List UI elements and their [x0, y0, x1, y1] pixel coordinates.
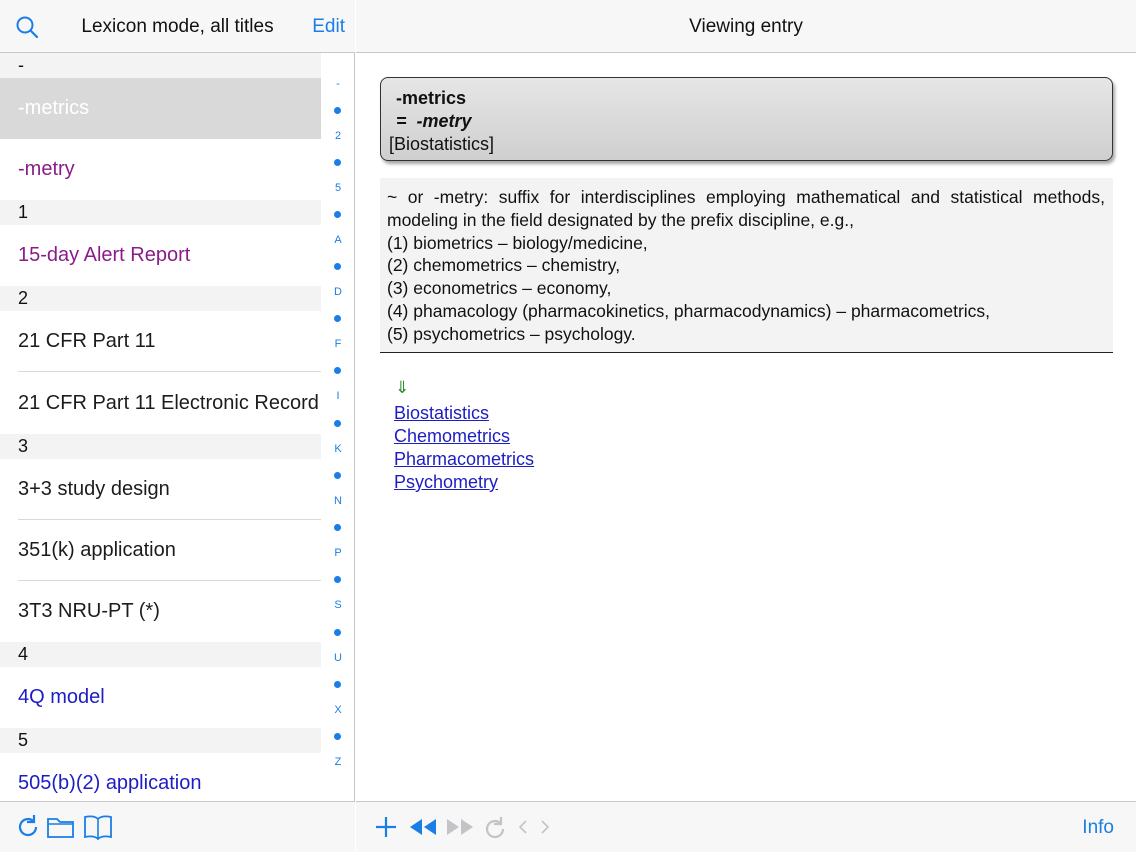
index-letter[interactable]: -	[336, 78, 340, 90]
index-dot[interactable]	[334, 576, 341, 583]
list-item[interactable]: 21 CFR Part 11 Electronic Record	[18, 391, 319, 414]
folder-icon[interactable]	[46, 814, 76, 845]
index-letter[interactable]: S	[334, 599, 342, 611]
index-dot[interactable]	[334, 472, 341, 479]
related-link[interactable]: Chemometrics	[394, 426, 511, 446]
search-icon[interactable]	[12, 12, 42, 42]
index-dot[interactable]	[334, 107, 341, 114]
index-letter[interactable]: X	[334, 704, 342, 716]
index-dot[interactable]	[334, 367, 341, 374]
list-item[interactable]: 3T3 NRU-PT (*)	[18, 600, 160, 622]
example-line: (3) econometrics – economy,	[387, 278, 612, 299]
index-letter[interactable]: A	[334, 234, 342, 246]
entry-list[interactable]	[0, 53, 321, 801]
index-dot[interactable]	[334, 629, 341, 636]
entry-header-card	[380, 77, 1113, 161]
right-toolbar	[356, 801, 1136, 852]
related-link[interactable]: Pharmacometrics	[394, 449, 535, 469]
down-arrow-icon: ⇓	[395, 378, 410, 397]
info-button[interactable]: Info	[1082, 817, 1114, 838]
fast-forward-icon[interactable]	[445, 817, 475, 842]
entry-synonym: = -metry	[396, 111, 472, 131]
index-letter[interactable]: 5	[334, 182, 342, 194]
index-dot[interactable]	[334, 211, 341, 218]
example-line: (2) chemometrics – chemistry,	[387, 255, 621, 276]
example-line: (1) biometrics – biology/medicine,	[387, 232, 648, 253]
forward-chevron-icon[interactable]	[538, 818, 552, 841]
index-dot[interactable]	[334, 524, 341, 531]
book-icon[interactable]	[82, 813, 114, 846]
add-icon[interactable]	[374, 815, 398, 844]
definition-block	[380, 178, 1113, 353]
list-item[interactable]: 15-day Alert Report	[18, 244, 191, 266]
list-item[interactable]: 21 CFR Part 11	[0, 311, 321, 372]
index-letter[interactable]: U	[334, 652, 342, 664]
section-header: 5	[0, 728, 321, 753]
section-header: 2	[0, 286, 321, 311]
refresh-icon[interactable]	[14, 813, 42, 846]
example-line: (4) phamacology (pharmacokinetics, pharmacodynamics) – pharmacometrics,	[387, 300, 991, 321]
related-link[interactable]: Biostatistics	[394, 403, 490, 423]
entry-category: [Biostatistics]	[389, 134, 495, 154]
index-dot[interactable]	[334, 420, 341, 427]
left-pane-title: Lexicon mode, all titles	[81, 16, 274, 37]
edit-button[interactable]: Edit	[312, 16, 345, 37]
section-header: 4	[0, 642, 321, 667]
list-item[interactable]: -metrics	[0, 78, 321, 139]
related-links	[394, 402, 534, 494]
left-navbar	[0, 0, 355, 53]
index-letter[interactable]: F	[334, 338, 342, 350]
lexicon-list-pane	[0, 0, 355, 852]
section-header: -	[0, 53, 321, 78]
index-dot[interactable]	[334, 263, 341, 270]
entry-detail-pane	[356, 0, 1136, 852]
index-letter[interactable]: Z	[334, 756, 342, 768]
reload-icon[interactable]	[482, 814, 508, 847]
index-dot[interactable]	[334, 315, 341, 322]
index-letter[interactable]: I	[336, 390, 340, 402]
right-navbar	[356, 0, 1136, 53]
definition-text: ~ or -metry: suffix for interdisciplines employing mathematical and statistical methods, modeling in the field designated by the prefix discipline, e.g.,	[387, 187, 1105, 230]
related-link[interactable]: Psychometry	[394, 472, 499, 492]
section-header: 1	[0, 200, 321, 225]
index-dot[interactable]	[334, 159, 341, 166]
index-letter[interactable]: N	[334, 495, 342, 507]
index-dot[interactable]	[334, 681, 341, 688]
index-dot[interactable]	[334, 733, 341, 740]
section-index-bar[interactable]	[324, 74, 352, 774]
page-title: Viewing entry	[689, 16, 803, 37]
index-letter[interactable]: P	[334, 547, 342, 559]
back-chevron-icon[interactable]	[516, 818, 530, 841]
left-toolbar	[0, 801, 355, 852]
index-letter[interactable]: 2	[334, 130, 342, 142]
example-line: (5) psychometrics – psychology.	[387, 323, 636, 344]
index-letter[interactable]: K	[334, 443, 342, 455]
rewind-icon[interactable]	[408, 817, 438, 842]
list-item[interactable]: 4Q model	[18, 686, 105, 708]
entry-title: -metrics	[396, 88, 467, 108]
index-letter[interactable]: D	[334, 286, 342, 298]
list-item[interactable]: 505(b)(2) application	[18, 772, 202, 794]
list-item[interactable]: 3+3 study design	[0, 459, 321, 520]
section-header: 3	[0, 434, 321, 459]
list-item[interactable]: -metry	[18, 158, 75, 180]
list-item[interactable]: 351(k) application	[0, 520, 321, 581]
